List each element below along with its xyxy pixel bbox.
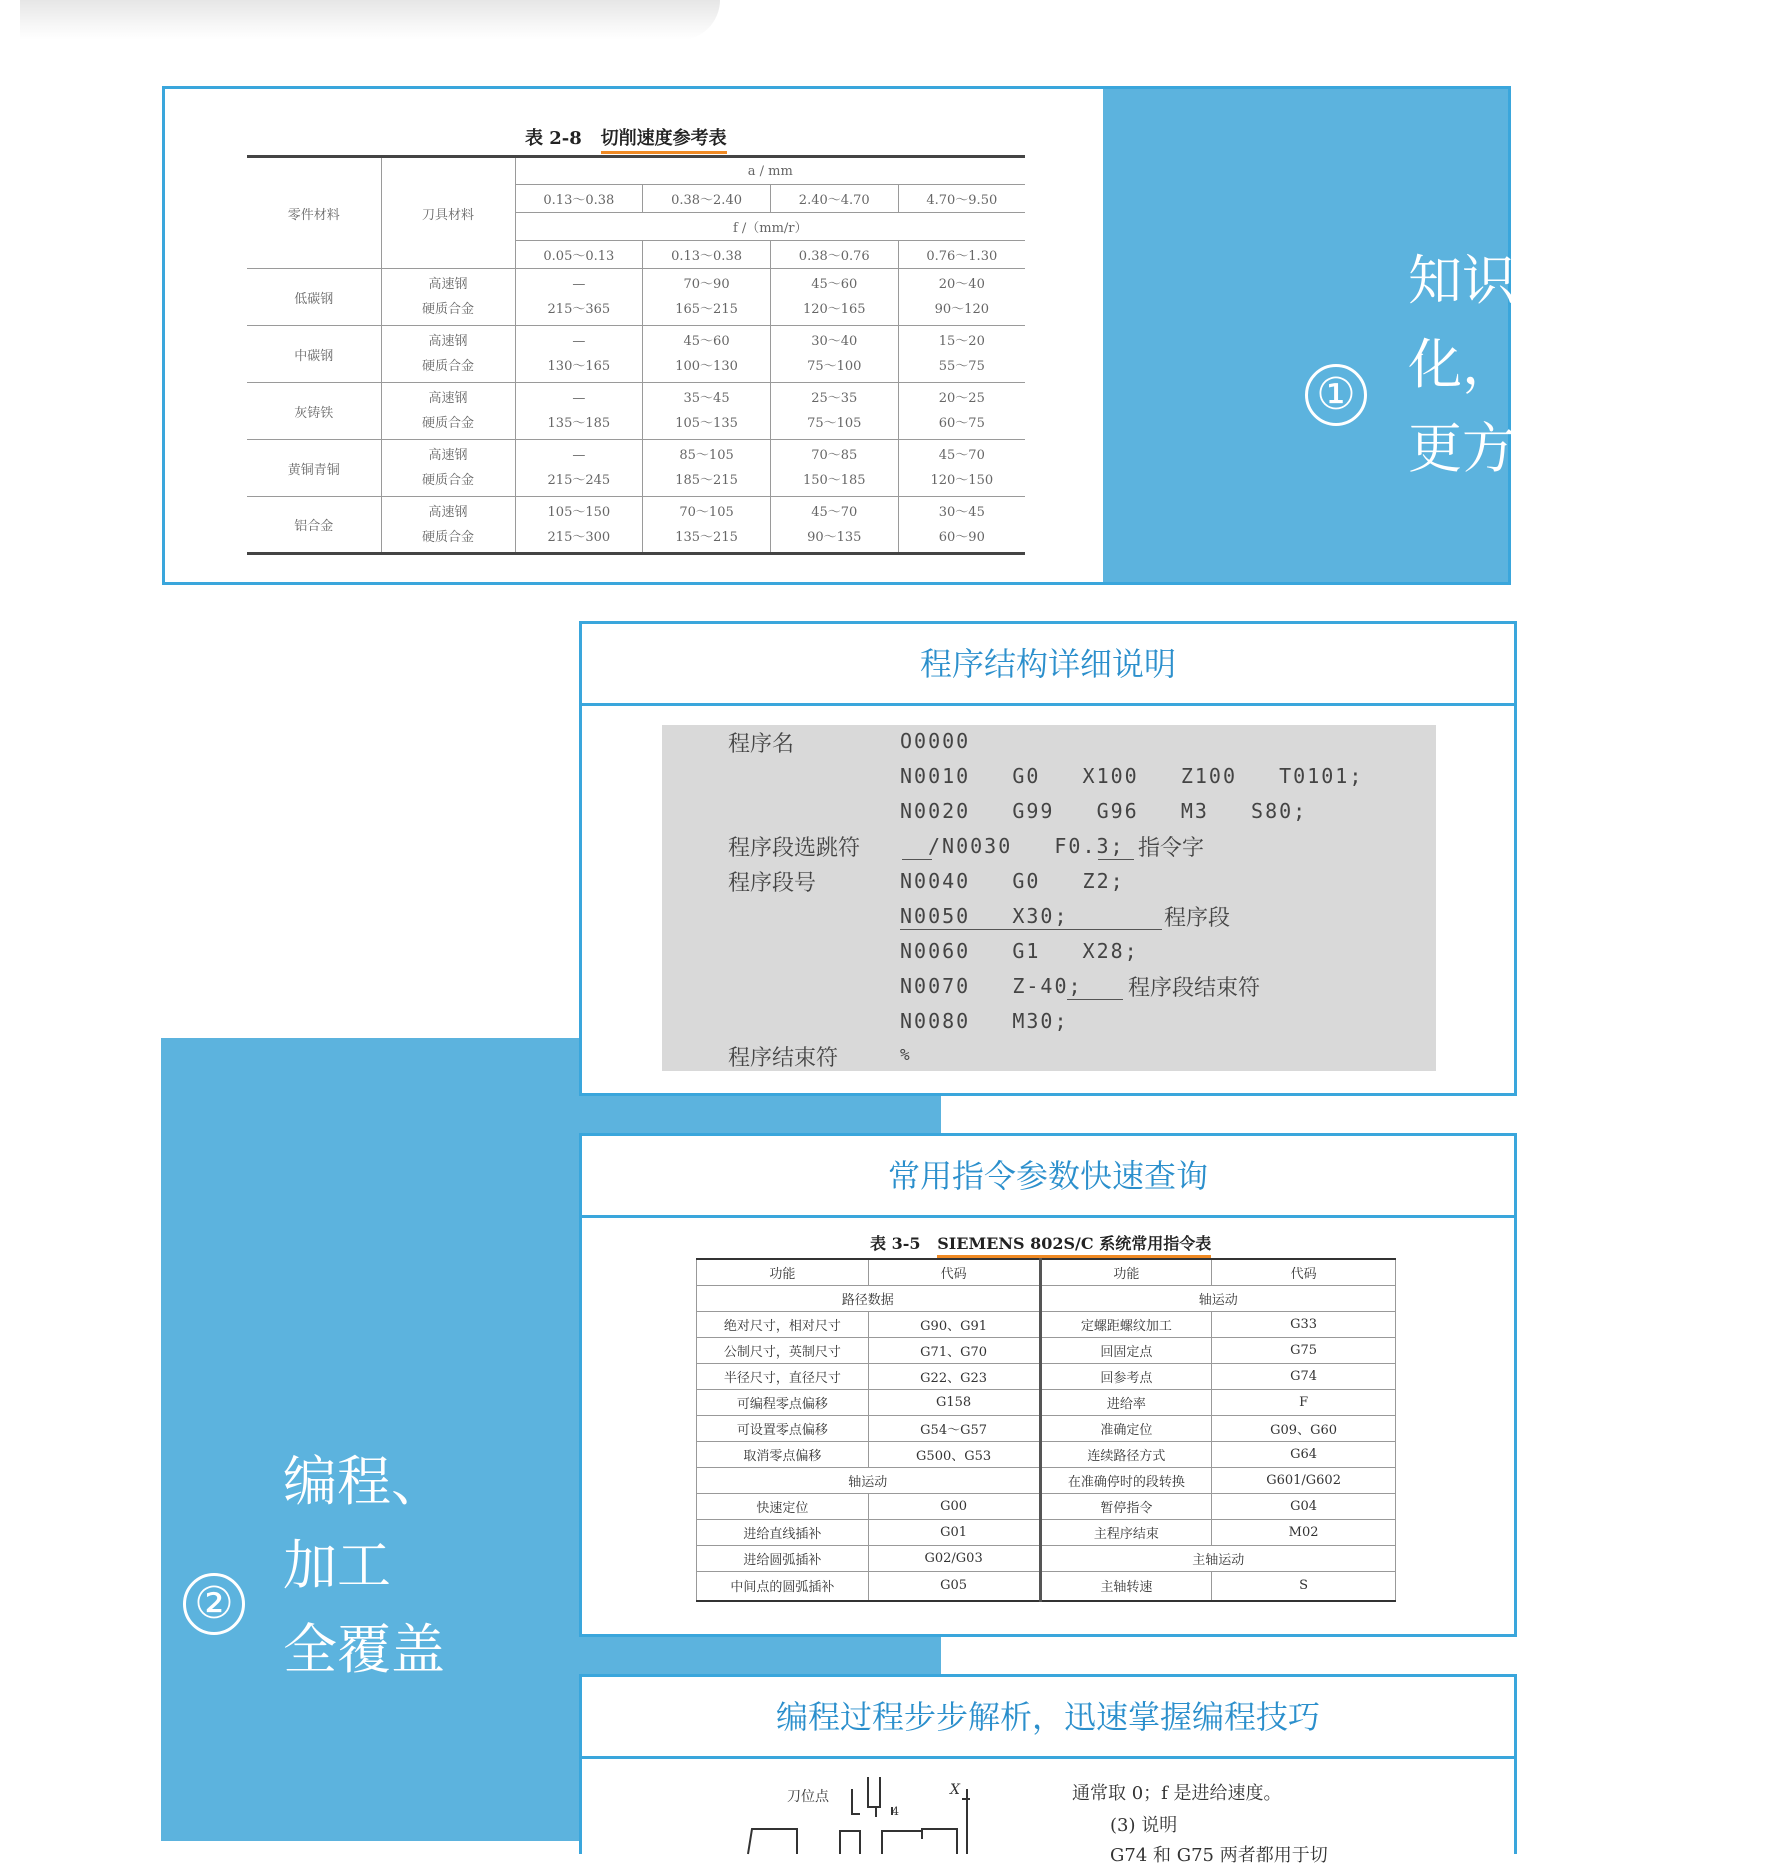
tool-carbide: 硬质合金	[421, 416, 474, 431]
label-4: 4	[892, 1805, 899, 1818]
tool-path-drawing	[742, 1759, 1042, 1849]
value-cell	[515, 497, 643, 554]
value-cell	[770, 440, 898, 497]
table-row	[697, 1467, 1396, 1493]
value-cell	[898, 326, 1025, 383]
value-carbide: 75～100	[807, 359, 862, 374]
value-cell	[515, 269, 643, 326]
programming-walkthrough-heading: 编程过程步步解析，迅速掌握编程技巧	[582, 1677, 1514, 1759]
function-cell: 回参考点	[1040, 1363, 1212, 1389]
f-range: 0.13～0.38	[643, 241, 771, 269]
value-cell	[770, 383, 898, 440]
code-cell: G22、G23	[868, 1363, 1040, 1389]
function-cell: 连续路径方式	[1040, 1441, 1212, 1467]
code-cell: G00	[868, 1493, 1040, 1519]
tool-cell	[381, 383, 515, 440]
value-carbide: 75～105	[807, 416, 862, 431]
function-cell: 进给圆弧插补	[697, 1545, 869, 1571]
code-cell: G158	[868, 1389, 1040, 1415]
value-hss: 45～70	[938, 448, 985, 463]
value-hss: 45～60	[683, 334, 730, 349]
value-carbide: 130～165	[547, 359, 611, 374]
command-table-caption	[870, 1231, 1211, 1254]
function-cell: 快速定位	[697, 1493, 869, 1519]
tool-cell	[381, 326, 515, 383]
value-carbide: 135～215	[675, 529, 738, 545]
function-cell: 准确定位	[1040, 1415, 1212, 1441]
label-tool-point: 刀位点	[787, 1789, 829, 1805]
value-hss: 30～40	[811, 334, 858, 349]
value-hss: 35～45	[683, 391, 730, 406]
col-header: 功能	[1040, 1259, 1212, 1285]
group-header: 路径数据	[697, 1285, 1041, 1311]
tool-hss: 高速钢	[428, 334, 468, 349]
value-carbide: 215～365	[547, 302, 611, 317]
function-cell: 主程序结束	[1040, 1519, 1212, 1545]
code-line: /N0030 F0.3;	[928, 834, 1125, 858]
value-cell	[770, 497, 898, 554]
value-carbide: 185～215	[675, 473, 738, 488]
speed-row	[247, 269, 1025, 326]
value-cell	[515, 383, 643, 440]
value-carbide: 120～150	[930, 473, 994, 488]
tool-carbide: 硬质合金	[421, 473, 474, 488]
value-hss: 30～45	[938, 504, 985, 520]
header-f: f /（mm/r）	[515, 213, 1025, 241]
code-cell: S	[1212, 1571, 1396, 1601]
function-cell: 取消零点偏移	[697, 1441, 869, 1467]
value-hss: 20～40	[938, 277, 985, 292]
tool-hss: 高速钢	[428, 448, 468, 463]
tool-hss: 高速钢	[428, 277, 468, 292]
programming-walkthrough-panel	[579, 1674, 1517, 1866]
section-2-title-line: 编程、	[283, 1450, 445, 1513]
code-cell: G04	[1212, 1493, 1396, 1519]
function-cell: 在准确停时的段转换	[1040, 1467, 1212, 1493]
value-cell	[898, 497, 1025, 554]
program-structure-figure	[662, 725, 1436, 1071]
section-2-title-line: 加工	[283, 1534, 391, 1597]
group-header: 轴运动	[697, 1467, 1041, 1493]
f-range: 0.38～0.76	[770, 241, 898, 269]
table-row	[697, 1311, 1396, 1337]
value-carbide: 90～135	[807, 529, 862, 545]
value-hss: 70～85	[811, 448, 858, 463]
tool-hss: 高速钢	[428, 391, 468, 406]
speed-row	[247, 383, 1025, 440]
function-cell: 半径尺寸，直径尺寸	[697, 1363, 869, 1389]
code-cell: G90、G91	[868, 1311, 1040, 1337]
value-hss: 15～20	[938, 334, 985, 349]
value-cell	[515, 440, 643, 497]
value-cell	[898, 440, 1025, 497]
leader-line	[1067, 999, 1123, 1000]
function-cell: 中间点的圆弧插补	[697, 1571, 869, 1601]
value-cell	[515, 326, 643, 383]
section-knowledge-tables	[162, 86, 1624, 585]
speed-table-caption	[525, 124, 727, 150]
table-row	[697, 1389, 1396, 1415]
value-hss: —	[572, 391, 586, 406]
a-range: 4.70～9.50	[898, 185, 1025, 213]
code-cell: G05	[868, 1571, 1040, 1601]
value-carbide: 60～90	[938, 529, 985, 545]
value-cell	[643, 383, 771, 440]
function-cell: 主轴转速	[1040, 1571, 1212, 1601]
code-cell: M02	[1212, 1519, 1396, 1545]
code-cell: G54～G57	[868, 1415, 1040, 1441]
code-cell: G74	[1212, 1363, 1396, 1389]
command-table-caption-title: SIEMENS 802S/C 系统常用指令表	[937, 1234, 1211, 1258]
speed-row	[247, 497, 1025, 554]
code-cell: F	[1212, 1389, 1396, 1415]
code-line: O0000	[900, 729, 971, 753]
code-line: N0070 Z-40;	[900, 974, 1083, 998]
table-row	[697, 1519, 1396, 1545]
material-cell: 低碳钢	[247, 269, 381, 326]
f-range: 0.76～1.30	[898, 241, 1025, 269]
value-hss: 45～70	[811, 504, 858, 520]
header-part-material: 零件材料	[247, 157, 381, 269]
col-header: 代码	[1212, 1259, 1396, 1285]
top-shadow	[20, 0, 720, 40]
col-header: 功能	[697, 1259, 869, 1285]
code-line: N0050 X30;	[900, 904, 1069, 928]
material-cell: 黄铜青铜	[247, 440, 381, 497]
speed-table-caption-title: 切削速度参考表	[601, 128, 727, 154]
value-carbide: 150～185	[802, 473, 866, 488]
tool-cell	[381, 269, 515, 326]
code-cell: G33	[1212, 1311, 1396, 1337]
value-carbide: 90～120	[934, 302, 989, 317]
tool-cell	[381, 497, 515, 554]
table-row	[697, 1571, 1396, 1601]
value-hss: 105～150	[547, 504, 611, 520]
walkthrough-text-line: G74 和 G75 两者都用于切	[1110, 1845, 1328, 1866]
table-row	[697, 1337, 1396, 1363]
label-block: 程序段	[1164, 906, 1231, 931]
code-line: N0020 G99 G96 M3 S80;	[900, 799, 1308, 823]
tool-carbide: 硬质合金	[421, 302, 474, 317]
f-range: 0.05～0.13	[515, 241, 643, 269]
value-cell	[643, 269, 771, 326]
code-cell: G71、G70	[868, 1337, 1040, 1363]
value-carbide: 60～75	[938, 416, 985, 431]
leader-line	[902, 859, 932, 860]
material-cell: 铝合金	[247, 497, 381, 554]
function-cell: 绝对尺寸，相对尺寸	[697, 1311, 869, 1337]
value-carbide: 135～185	[547, 416, 611, 431]
value-hss: —	[572, 448, 586, 463]
group-header: 主轴运动	[1040, 1545, 1396, 1571]
siemens-command-table	[696, 1258, 1396, 1602]
speed-row	[247, 440, 1025, 497]
walkthrough-text-line: (3) 说明	[1110, 1815, 1178, 1836]
speed-row	[247, 326, 1025, 383]
label-instruction-word: 指令字	[1138, 836, 1205, 861]
group-header: 轴运动	[1040, 1285, 1396, 1311]
function-cell: 公制尺寸，英制尺寸	[697, 1337, 869, 1363]
value-hss: 85～105	[679, 448, 734, 463]
label-block-end: 程序段结束符	[1128, 976, 1261, 1001]
section-2-number: ②	[183, 1573, 245, 1635]
code-cell: G01	[868, 1519, 1040, 1545]
tool-cell	[381, 440, 515, 497]
value-carbide: 165～215	[675, 302, 738, 317]
value-hss: —	[572, 277, 586, 292]
section-1-title-line: 更方便	[1408, 417, 1570, 480]
table-row	[697, 1441, 1396, 1467]
tool-carbide: 硬质合金	[421, 359, 474, 374]
table-row	[697, 1545, 1396, 1571]
function-cell: 回固定点	[1040, 1337, 1212, 1363]
code-cell: G75	[1212, 1337, 1396, 1363]
value-cell	[770, 326, 898, 383]
leader-line	[1098, 859, 1134, 860]
value-carbide: 215～300	[547, 529, 611, 545]
speed-table-caption-prefix: 表 2-8	[525, 128, 582, 149]
header-tool-material: 刀具材料	[381, 157, 515, 269]
function-cell: 可编程零点偏移	[697, 1389, 869, 1415]
value-carbide: 100～130	[675, 359, 738, 374]
value-hss: 70～105	[679, 504, 734, 520]
label-block-number: 程序段号	[728, 871, 817, 896]
table-row	[697, 1363, 1396, 1389]
material-cell: 中碳钢	[247, 326, 381, 383]
command-table-caption-prefix: 表 3-5	[870, 1234, 921, 1253]
value-hss: —	[572, 334, 586, 349]
code-cell: G601/G602	[1212, 1467, 1396, 1493]
code-line: N0080 M30;	[900, 1009, 1069, 1033]
value-hss: 20～25	[938, 391, 985, 406]
table-row	[697, 1493, 1396, 1519]
section-1-number: ①	[1305, 364, 1367, 426]
table-row	[697, 1415, 1396, 1441]
col-header: 代码	[868, 1259, 1040, 1285]
code-line: N0010 G0 X100 Z100 T0101;	[900, 764, 1364, 788]
function-cell: 定螺距螺纹加工	[1040, 1311, 1212, 1337]
value-carbide: 55～75	[938, 359, 985, 374]
leader-line	[900, 929, 1162, 930]
section-1-title-line: 知识表格	[1408, 249, 1624, 312]
tool-carbide: 硬质合金	[421, 529, 474, 545]
command-reference-heading: 常用指令参数快速查询	[582, 1136, 1514, 1218]
code-line: %	[900, 1045, 912, 1064]
value-hss: 45～60	[811, 277, 858, 292]
a-range: 0.38～2.40	[643, 185, 771, 213]
value-cell	[643, 440, 771, 497]
program-structure-heading: 程序结构详细说明	[582, 624, 1514, 706]
value-cell	[643, 326, 771, 383]
program-structure-panel	[579, 621, 1517, 1096]
function-cell: 进给直线插补	[697, 1519, 869, 1545]
value-carbide: 105～135	[675, 416, 738, 431]
tool-hss: 高速钢	[428, 504, 468, 520]
code-cell: G64	[1212, 1441, 1396, 1467]
label-x-axis: X	[950, 1782, 960, 1798]
value-cell	[770, 269, 898, 326]
label-program-name: 程序名	[728, 732, 795, 757]
value-carbide: 120～165	[802, 302, 866, 317]
value-cell	[898, 383, 1025, 440]
material-cell: 灰铸铁	[247, 383, 381, 440]
section-1-title-line: 化，查阅	[1408, 333, 1624, 396]
command-reference-panel	[579, 1133, 1517, 1637]
value-cell	[643, 497, 771, 554]
value-hss: 70～90	[683, 277, 730, 292]
label-block-skip: 程序段选跳符	[728, 836, 861, 861]
value-carbide: 215～245	[547, 473, 611, 488]
code-line: N0040 G0 Z2;	[900, 869, 1125, 893]
function-cell: 可设置零点偏移	[697, 1415, 869, 1441]
label-program-end: 程序结束符	[728, 1046, 839, 1071]
value-cell	[898, 269, 1025, 326]
code-line: N0060 G1 X28;	[900, 939, 1139, 963]
a-range: 2.40～4.70	[770, 185, 898, 213]
a-range: 0.13～0.38	[515, 185, 643, 213]
code-cell: G09、G60	[1212, 1415, 1396, 1441]
header-a: a / mm	[515, 157, 1025, 185]
section-2-title-line: 全覆盖	[283, 1618, 445, 1681]
value-hss: 25～35	[811, 391, 858, 406]
walkthrough-text-line: 通常取 0；f 是进给速度。	[1072, 1783, 1282, 1804]
section-2-title	[283, 1440, 563, 1692]
section-1-title	[1408, 239, 1648, 491]
code-cell: G02/G03	[868, 1545, 1040, 1571]
function-cell: 暂停指令	[1040, 1493, 1212, 1519]
function-cell: 进给率	[1040, 1389, 1212, 1415]
cutting-speed-table	[247, 155, 1025, 555]
code-cell: G500、G53	[868, 1441, 1040, 1467]
